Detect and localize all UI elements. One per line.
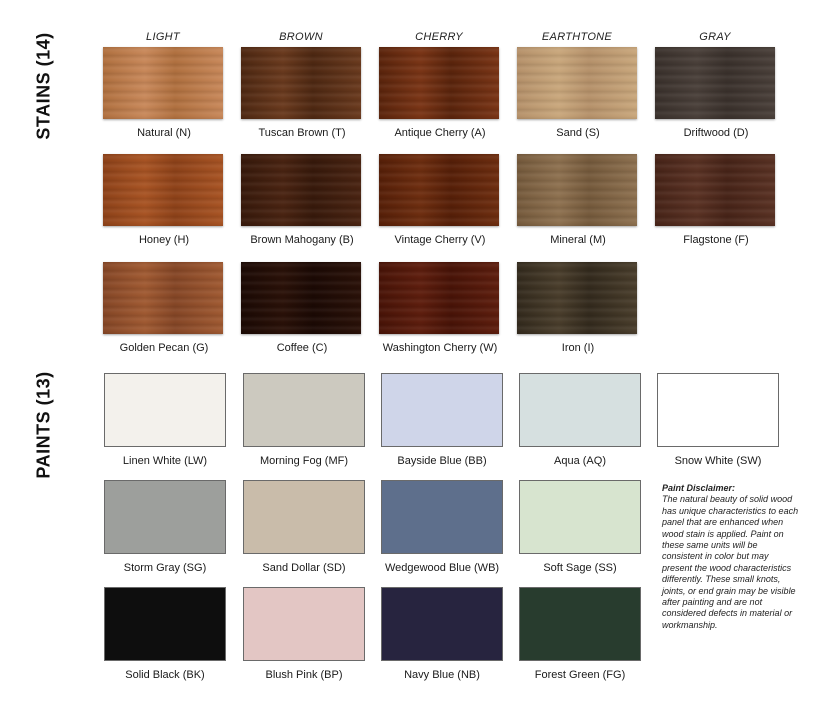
stain-color-chip — [241, 47, 361, 119]
stain-name-label: Mineral (M) — [550, 234, 606, 246]
paint-color-chip — [519, 587, 641, 661]
paints-section-label: PAINTS (13) — [33, 371, 54, 479]
stain-name-label: Antique Cherry (A) — [394, 127, 486, 139]
stain-swatch-sand[interactable] — [517, 47, 639, 139]
stain-swatch-antique-cherry[interactable] — [379, 47, 501, 139]
stain-color-chip — [379, 262, 499, 334]
stain-name-label: Tuscan Brown (T) — [258, 127, 346, 139]
paint-swatch-wedgewood-blue[interactable] — [381, 480, 503, 574]
column-header-gray: GRAY — [699, 31, 731, 43]
stain-swatch-honey[interactable] — [103, 154, 225, 246]
stain-swatch-mineral[interactable] — [517, 154, 639, 246]
stain-color-chip — [517, 47, 637, 119]
stain-swatch-natural[interactable] — [103, 47, 225, 139]
stain-color-chip — [517, 154, 637, 226]
paint-disclaimer-title: Paint Disclaimer: — [662, 483, 736, 493]
paint-swatch-navy-blue[interactable] — [381, 587, 503, 681]
paint-color-chip — [104, 587, 226, 661]
stain-swatch-vintage-cherry[interactable] — [379, 154, 501, 246]
stain-color-chip — [103, 262, 223, 334]
stain-color-chip — [103, 47, 223, 119]
paint-disclaimer-text: The natural beauty of solid wood has unique characteristics to each panel that are enhanced when wood stain is applied. Paint on these same units will be consistent in color but may present the wood characteristics differently. These small knots, joints, or end grain may be visible after painting and are not considered defects in material or workmanship. — [662, 494, 799, 630]
stain-swatch-golden-pecan[interactable] — [103, 262, 225, 354]
stain-name-label: Coffee (C) — [276, 342, 328, 354]
paint-color-chip — [243, 587, 365, 661]
stain-color-chip — [655, 154, 775, 226]
paint-color-chip — [381, 480, 503, 554]
column-header-light: LIGHT — [146, 31, 180, 43]
paint-color-chip — [104, 373, 226, 447]
stain-name-label: Sand (S) — [556, 127, 600, 139]
stain-color-chip — [379, 47, 499, 119]
paint-swatch-morning-fog[interactable] — [243, 373, 365, 467]
paint-name-label: Linen White (LW) — [122, 455, 208, 467]
stain-color-chip — [655, 47, 775, 119]
stain-swatch-brown-mahogany[interactable] — [241, 154, 363, 246]
stain-name-label: Flagstone (F) — [683, 234, 749, 246]
paint-color-chip — [381, 373, 503, 447]
stains-section-label: STAINS (14) — [33, 32, 54, 140]
column-header-brown: BROWN — [279, 31, 323, 43]
stain-swatch-iron[interactable] — [517, 262, 639, 354]
paint-color-chip — [243, 480, 365, 554]
stain-swatch-washington-cherry[interactable] — [379, 262, 501, 354]
paint-name-label: Forest Green (FG) — [534, 669, 626, 681]
paint-swatch-soft-sage[interactable] — [519, 480, 641, 574]
paint-color-chip — [519, 373, 641, 447]
stain-swatch-coffee[interactable] — [241, 262, 363, 354]
paint-name-label: Soft Sage (SS) — [543, 562, 617, 574]
paint-name-label: Navy Blue (NB) — [404, 669, 480, 681]
stain-name-label: Washington Cherry (W) — [382, 342, 498, 354]
paint-swatch-aqua[interactable] — [519, 373, 641, 467]
paint-name-label: Wedgewood Blue (WB) — [384, 562, 500, 574]
stain-color-chip — [379, 154, 499, 226]
column-header-cherry: CHERRY — [415, 31, 463, 43]
paint-swatch-blush-pink[interactable] — [243, 587, 365, 681]
stain-swatch-driftwood[interactable] — [655, 47, 777, 139]
stain-color-chip — [103, 154, 223, 226]
stain-name-label: Natural (N) — [137, 127, 191, 139]
stain-name-label: Iron (I) — [561, 342, 595, 354]
paint-name-label: Bayside Blue (BB) — [397, 455, 487, 467]
stain-name-label: Driftwood (D) — [683, 127, 749, 139]
stain-name-label: Brown Mahogany (B) — [250, 234, 354, 246]
stain-color-chip — [241, 154, 361, 226]
column-header-earthtone: EARTHTONE — [541, 31, 613, 43]
paint-swatch-solid-black[interactable] — [104, 587, 226, 681]
paint-name-label: Solid Black (BK) — [125, 669, 205, 681]
paint-name-label: Storm Gray (SG) — [123, 562, 207, 574]
paint-color-chip — [381, 587, 503, 661]
paint-name-label: Snow White (SW) — [674, 455, 762, 467]
paint-swatch-bayside-blue[interactable] — [381, 373, 503, 467]
stain-swatch-flagstone[interactable] — [655, 154, 777, 246]
stain-swatch-tuscan-brown[interactable] — [241, 47, 363, 139]
paint-name-label: Morning Fog (MF) — [259, 455, 349, 467]
paint-name-label: Aqua (AQ) — [554, 455, 606, 467]
stain-name-label: Golden Pecan (G) — [119, 342, 209, 354]
stain-name-label: Honey (H) — [138, 234, 190, 246]
paint-name-label: Sand Dollar (SD) — [262, 562, 346, 574]
paint-swatch-linen-white[interactable] — [104, 373, 226, 467]
paint-name-label: Blush Pink (BP) — [265, 669, 343, 681]
stain-color-chip — [241, 262, 361, 334]
stain-color-chip — [517, 262, 637, 334]
stain-name-label: Vintage Cherry (V) — [394, 234, 486, 246]
paint-swatch-storm-gray[interactable] — [104, 480, 226, 574]
paint-swatch-snow-white[interactable] — [657, 373, 779, 467]
paint-swatch-forest-green[interactable] — [519, 587, 641, 681]
paint-color-chip — [657, 373, 779, 447]
paint-disclaimer — [662, 483, 800, 631]
paint-color-chip — [519, 480, 641, 554]
paint-color-chip — [243, 373, 365, 447]
paint-color-chip — [104, 480, 226, 554]
paint-swatch-sand-dollar[interactable] — [243, 480, 365, 574]
